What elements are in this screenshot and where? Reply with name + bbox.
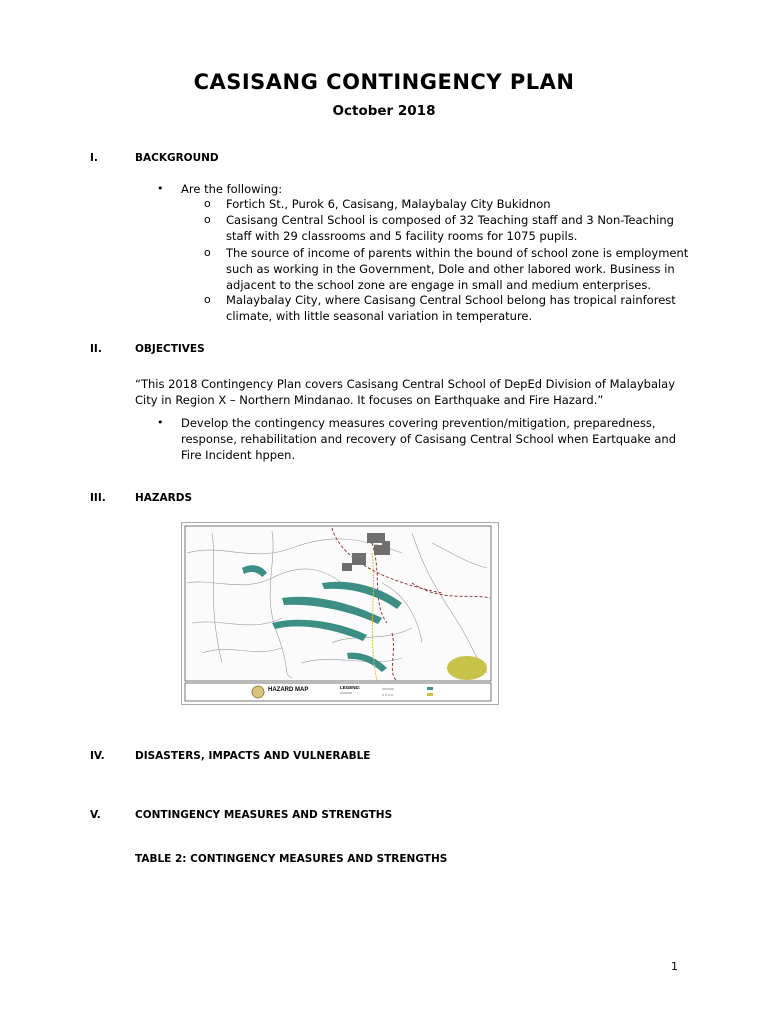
section-title: HAZARDS: [135, 492, 193, 504]
sub-bullet-icon: o: [204, 213, 211, 226]
section-number: I.: [90, 152, 98, 164]
document-title: CASISANG CONTINGENCY PLAN: [193, 70, 575, 94]
background-item-3-line-1: The source of income of parents within the bound of school zone is employment: [226, 246, 689, 260]
objectives-bullet-line-3: Fire Incident hppen.: [181, 448, 296, 462]
section-number: II.: [90, 343, 102, 355]
sub-bullet-icon: o: [204, 246, 211, 259]
background-item-4-line-2: climate, with little seasonal variation in temperature.: [226, 309, 533, 323]
section-title: DISASTERS, IMPACTS AND VULNERABLE: [135, 750, 371, 762]
hazard-map-image: [181, 522, 499, 705]
background-item-2-line-1: Casisang Central School is composed of 32 Teaching staff and 3 Non-Teaching: [226, 213, 674, 227]
background-item-1: Fortich St., Purok 6, Casisang, Malaybalay City Bukidnon: [226, 197, 551, 211]
map-title-label: HAZARD MAP: [268, 687, 309, 693]
page-number: 1: [671, 960, 678, 973]
background-item-3-line-2: such as working in the Government, Dole and other labored work. Business in: [226, 262, 675, 276]
section-title: BACKGROUND: [135, 152, 219, 164]
objectives-bullet-line-1: Develop the contingency measures covering prevention/mitigation, preparedness,: [181, 416, 656, 430]
section-number: V.: [90, 809, 101, 821]
bullet-icon: •: [157, 182, 164, 195]
background-item-2-line-2: staff with 29 classrooms and 5 facility rooms for 1075 pupils.: [226, 229, 578, 243]
background-item-4-line-1: Malaybalay City, where Casisang Central School belong has tropical rainforest: [226, 293, 676, 307]
sub-bullet-icon: o: [204, 293, 211, 306]
background-item-3-line-3: adjacent to the school zone are engage in small and medium enterprises.: [226, 278, 652, 292]
section-title: CONTINGENCY MEASURES AND STRENGTHS: [135, 809, 393, 821]
bullet-icon: •: [157, 416, 164, 429]
section-number: III.: [90, 492, 106, 504]
table-caption-text: TABLE 2: CONTINGENCY MEASURES AND STRENGTHS: [135, 853, 448, 865]
objectives-quote-line-2: City in Region X – Northern Mindanao. It focuses on Earthquake and Fire Hazard.”: [135, 393, 604, 407]
section-title: OBJECTIVES: [135, 343, 205, 355]
objectives-bullet-line-2: response, rehabilitation and recovery of Casisang Central School when Eartquake and: [181, 432, 676, 446]
objectives-quote-line-1: “This 2018 Contingency Plan covers Casisang Central School of DepEd Division of Malaybalay: [135, 377, 676, 391]
sub-bullet-icon: o: [204, 197, 211, 210]
section-number: IV.: [90, 750, 105, 762]
document-date: October 2018: [332, 103, 436, 119]
background-bullet: Are the following:: [181, 182, 283, 196]
map-legend-label: LEGEND:: [340, 685, 361, 690]
